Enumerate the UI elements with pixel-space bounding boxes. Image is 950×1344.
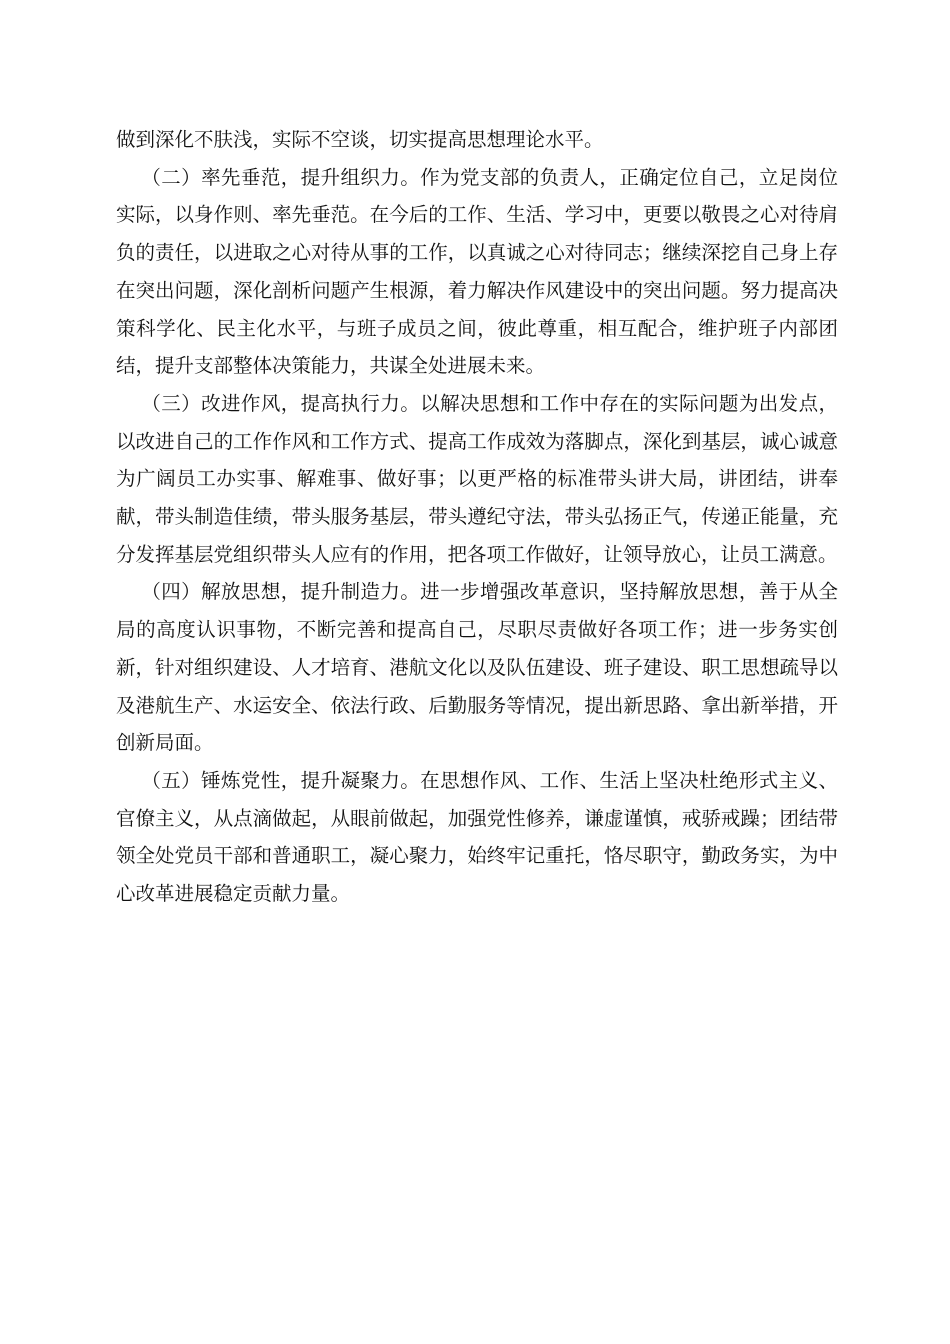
paragraph-section-4: （四）解放思想，提升制造力。进一步增强改革意识，坚持解放思想，善于从全局的高度认识事物，不断完善和提高自己，尽职尽责做好各项工作；进一步务实创新，针对组织建设、人才培育、港航文化以及队伍建设、班子建设、职工思想疏导以及港航生产、水运安全、依法行政、后勤服务等情况，提出新思路、拿出新举措，开创新局面。 xyxy=(116,580,838,755)
paragraph-section-3: （三）改进作风，提高执行力。以解决思想和工作中存在的实际问题为出发点，以改进自己的工作作风和工作方式、提高工作成效为落脚点，深化到基层，诚心诚意为广阔员工办实事、解难事、做好事；以更严格的标准带头讲大局，讲团结，讲奉献，带头制造佳绩，带头服务基层，带头遵纪守法，带头弘扬正气，传递正能量，充分发挥基层党组织带头人应有的作用，把各项工作做好，让领导放心，让员工满意。 xyxy=(116,391,838,566)
paragraph-section-2: （二）率先垂范，提升组织力。作为党支部的负责人，正确定位自己，立足岗位实际，以身作则、率先垂范。在今后的工作、生活、学习中，更要以敬畏之心对待肩负的责任，以进取之心对待从事的工作，以真诚之心对待同志；继续深挖自己身上存在突出问题，深化剖析问题产生根源，着力解决作风建设中的突出问题。努力提高决策科学化、民主化水平，与班子成员之间，彼此尊重，相互配合，维护班子内部团结，提升支部整体决策能力，共谋全处进展未来。 xyxy=(116,165,838,378)
paragraph-section-5: （五）锤炼党性，提升凝聚力。在思想作风、工作、生活上坚决杜绝形式主义、官僚主义，从点滴做起，从眼前做起，加强党性修养，谦虚谨慎，戒骄戒躁；团结带领全处党员干部和普通职工，凝心聚力，始终牢记重托，恪尽职守，勤政务实，为中心改革进展稳定贡献力量。 xyxy=(116,768,838,906)
paragraph-continuation: 做到深化不肤浅，实际不空谈，切实提高思想理论水平。 xyxy=(116,128,604,151)
document-body xyxy=(116,121,838,913)
